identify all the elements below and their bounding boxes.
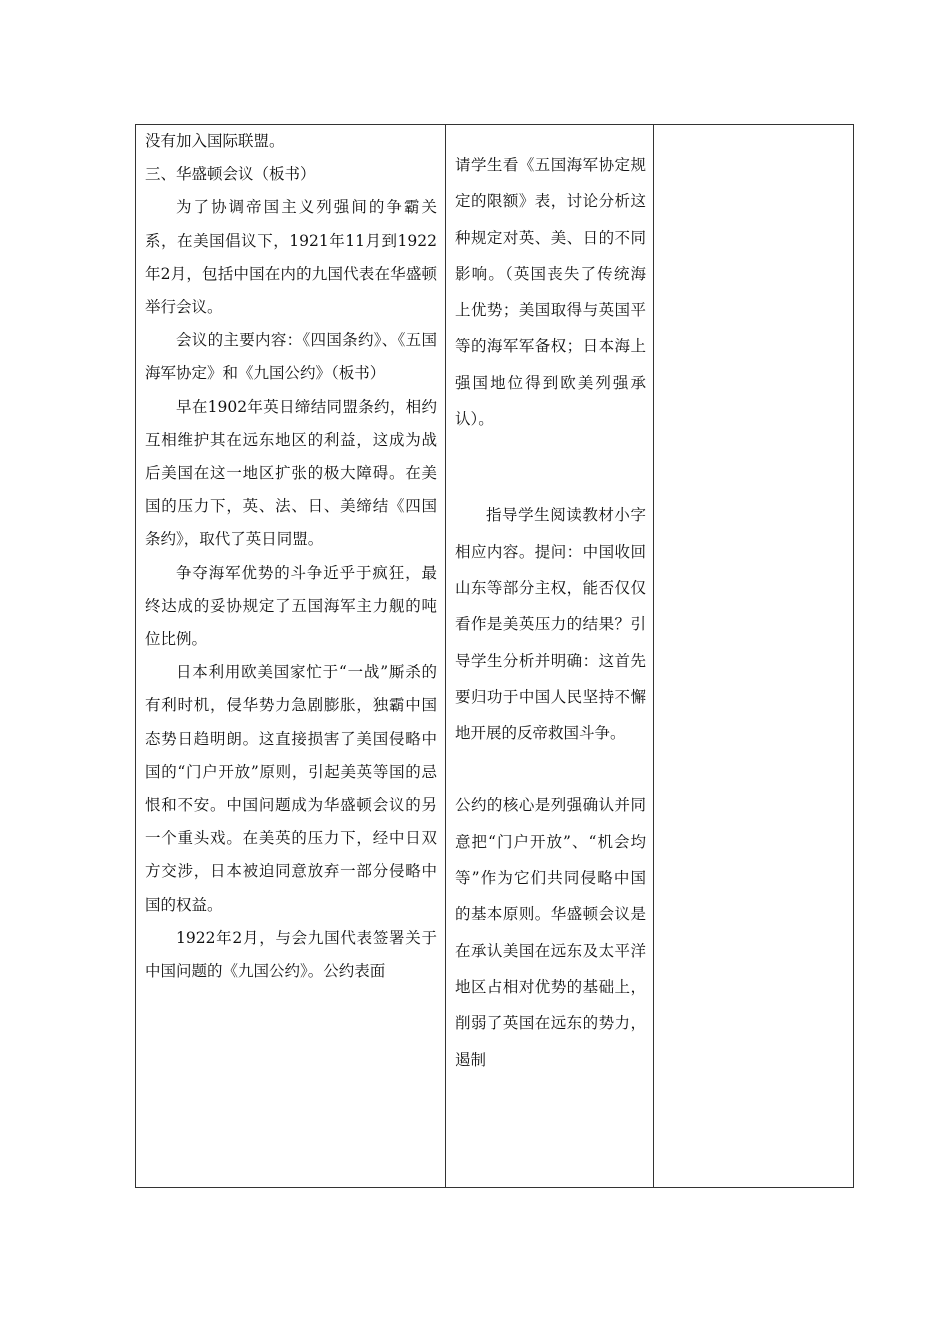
activity-naval-quota: 请学生看《五国海军协定规定的限额》表，讨论分析这种规定对英、美、日的不同影响。（英国丧失了传统海上优势；美国取得与英国平等的海军军备权；日本海上强国地位得到欧美列强承认）。	[455, 156, 646, 429]
activity-shandong-question: 指导学生阅读教材小字相应内容。提问：中国收回山东等部分主权，能否仅仅看作是美英压力的结果？引导学生分析并明确：这首先要归功于中国人民坚持不懈地开展的反帝救国斗争。	[455, 506, 646, 743]
activity-treaty-core: 公约的核心是列强确认并同意把“门户开放”、“机会均等”作为它们共同侵略中国的基本原则。华盛顿会议是在承认美国在远东及太平洋地区占相对优势的基础上，削弱了英国在远东的势力，遏制	[455, 796, 646, 1069]
paragraph-league: 没有加入国际联盟。	[145, 132, 285, 150]
notes-column	[654, 125, 853, 1187]
teaching-activity-column	[446, 125, 654, 1187]
paragraph-naval-treaty: 争夺海军优势的斗争近乎于疯狂，最终达成的妥协规定了五国海军主力舰的吨位比例。	[145, 563, 437, 649]
paragraph-conference-intro: 为了协调帝国主义列强间的争霸关系，在美国倡议下，1921年11月到1922年2月，包括中国在内的九国代表在华盛顿举行会议。	[145, 198, 437, 317]
section-heading-washington: 三、华盛顿会议（板书）	[145, 165, 316, 184]
teaching-content-column	[136, 125, 446, 1187]
paragraph-china-question: 日本利用欧美国家忙于“一战”厮杀的有利时机，侵华势力急剧膨胀，独霸中国态势日趋明朗。这直接损害了美国侵略中国的“门户开放”原则，引起美英等国的忌恨和不安。中国问题成为华盛顿会议的另一个重头戏。在美英的压力下，经中日双方交涉，日本被迫同意放弃一部分侵略中国的权益。	[145, 663, 437, 914]
paragraph-nine-power-treaty: 1922年2月，与会九国代表签署关于中国问题的《九国公约》。公约表面	[145, 928, 437, 981]
lesson-table	[135, 124, 854, 1188]
paragraph-four-power-treaty: 早在1902年英日缔结同盟条约，相约互相维护其在远东地区的利益，这成为战后美国在这一地区扩张的极大障碍。在美国的压力下，英、法、日、美缔结《四国条约》，取代了英日同盟。	[145, 397, 437, 549]
paragraph-main-content: 会议的主要内容：《四国条约》、《五国海军协定》和《九国公约》（板书）	[145, 331, 437, 383]
